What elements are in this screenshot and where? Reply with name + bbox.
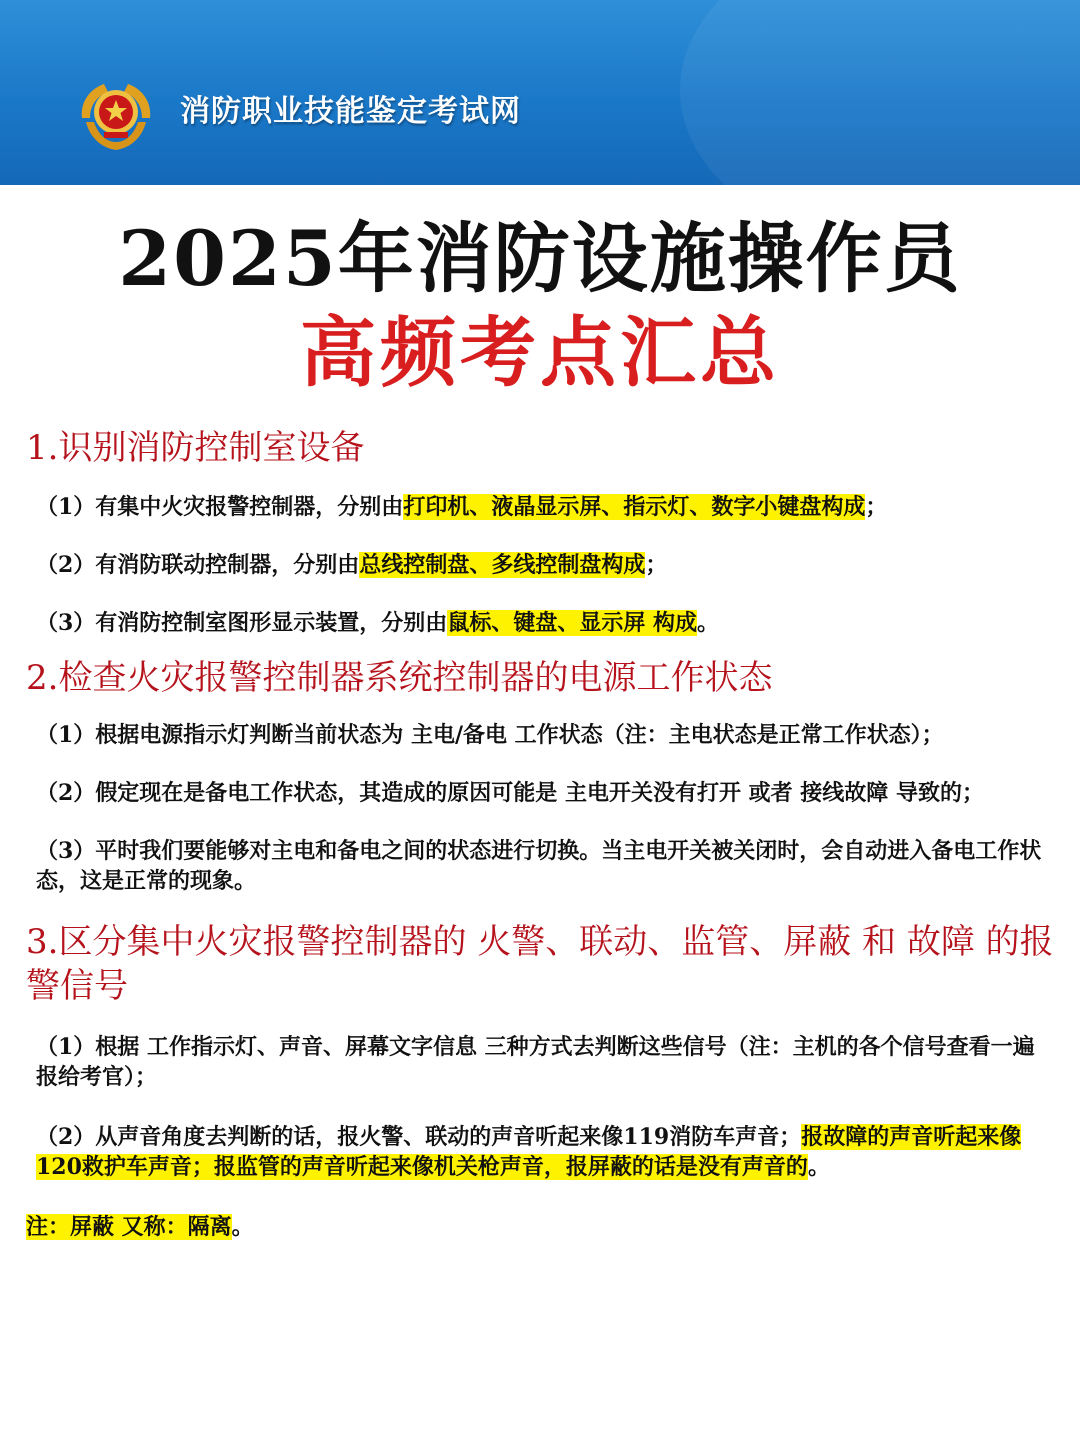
header-banner [0,0,1080,185]
section-heading-1: 1.识别消防控制室设备 [26,428,365,468]
section-heading-2: 2.检查火灾报警控制器系统控制器的电源工作状态 [26,658,773,698]
highlighted-text: 总线控制盘、多线控制盘构成 [359,552,646,578]
highlighted-text: 打印机、液晶显示屏、指示灯、数字小键盘构成 [403,494,866,520]
content [26,426,1056,1242]
list-item: （2）假定现在是备电工作状态，其造成的原因可能是 主电开关没有打开 或者 接线故障 导致的； [36,780,984,806]
list-item: （2）从声音角度去判断的话，报火警、联动的声音听起来像119消防车声音；报故障的声音听起来像120救护车声音；报监管的声音听起来像机关枪声音，报屏蔽的话是没有声音的。 [36,1124,1022,1180]
highlighted-note: 注：屏蔽 又称：隔离 [26,1214,232,1240]
note: 注：屏蔽 又称：隔离。 [26,1214,254,1240]
page-subtitle: 高频考点汇总 [300,308,780,397]
site-name: 消防职业技能鉴定考试网 [180,94,521,129]
fire-rescue-emblem-icon [74,72,158,156]
highlighted-text: 报故障的声音听起来像120救护车声音；报监管的声音听起来像机关枪声音，报屏蔽的话是没有声音的 [36,1124,1022,1180]
list-item: （2）有消防联动控制器，分别由总线控制盘、多线控制盘构成； [36,552,668,578]
list-item: （1）根据电源指示灯判断当前状态为 主电/备电 工作状态（注：主电状态是正常工作状态）； [36,722,944,748]
page-title: 2025年消防设施操作员 [118,214,962,303]
list-item: （1）有集中火灾报警控制器，分别由打印机、液晶显示屏、指示灯、数字小键盘构成； [36,494,888,520]
list-item: （1）根据 工作指示灯、声音、屏幕文字信息 三种方式去判断这些信号（注：主机的各个信号查看一遍报给考官）； [36,1034,1035,1090]
list-item: （3）平时我们要能够对主电和备电之间的状态进行切换。当主电开关被关闭时，会自动进入备电工作状态，这是正常的现象。 [36,838,1042,894]
list-item: （3）有消防控制室图形显示装置，分别由鼠标、键盘、显示屏 构成。 [36,610,719,636]
section-heading-3: 3.区分集中火灾报警控制器的 火警、联动、监管、屏蔽 和 故障 的报警信号 [26,922,1054,1006]
highlighted-text: 鼠标、键盘、显示屏 构成 [447,610,697,636]
